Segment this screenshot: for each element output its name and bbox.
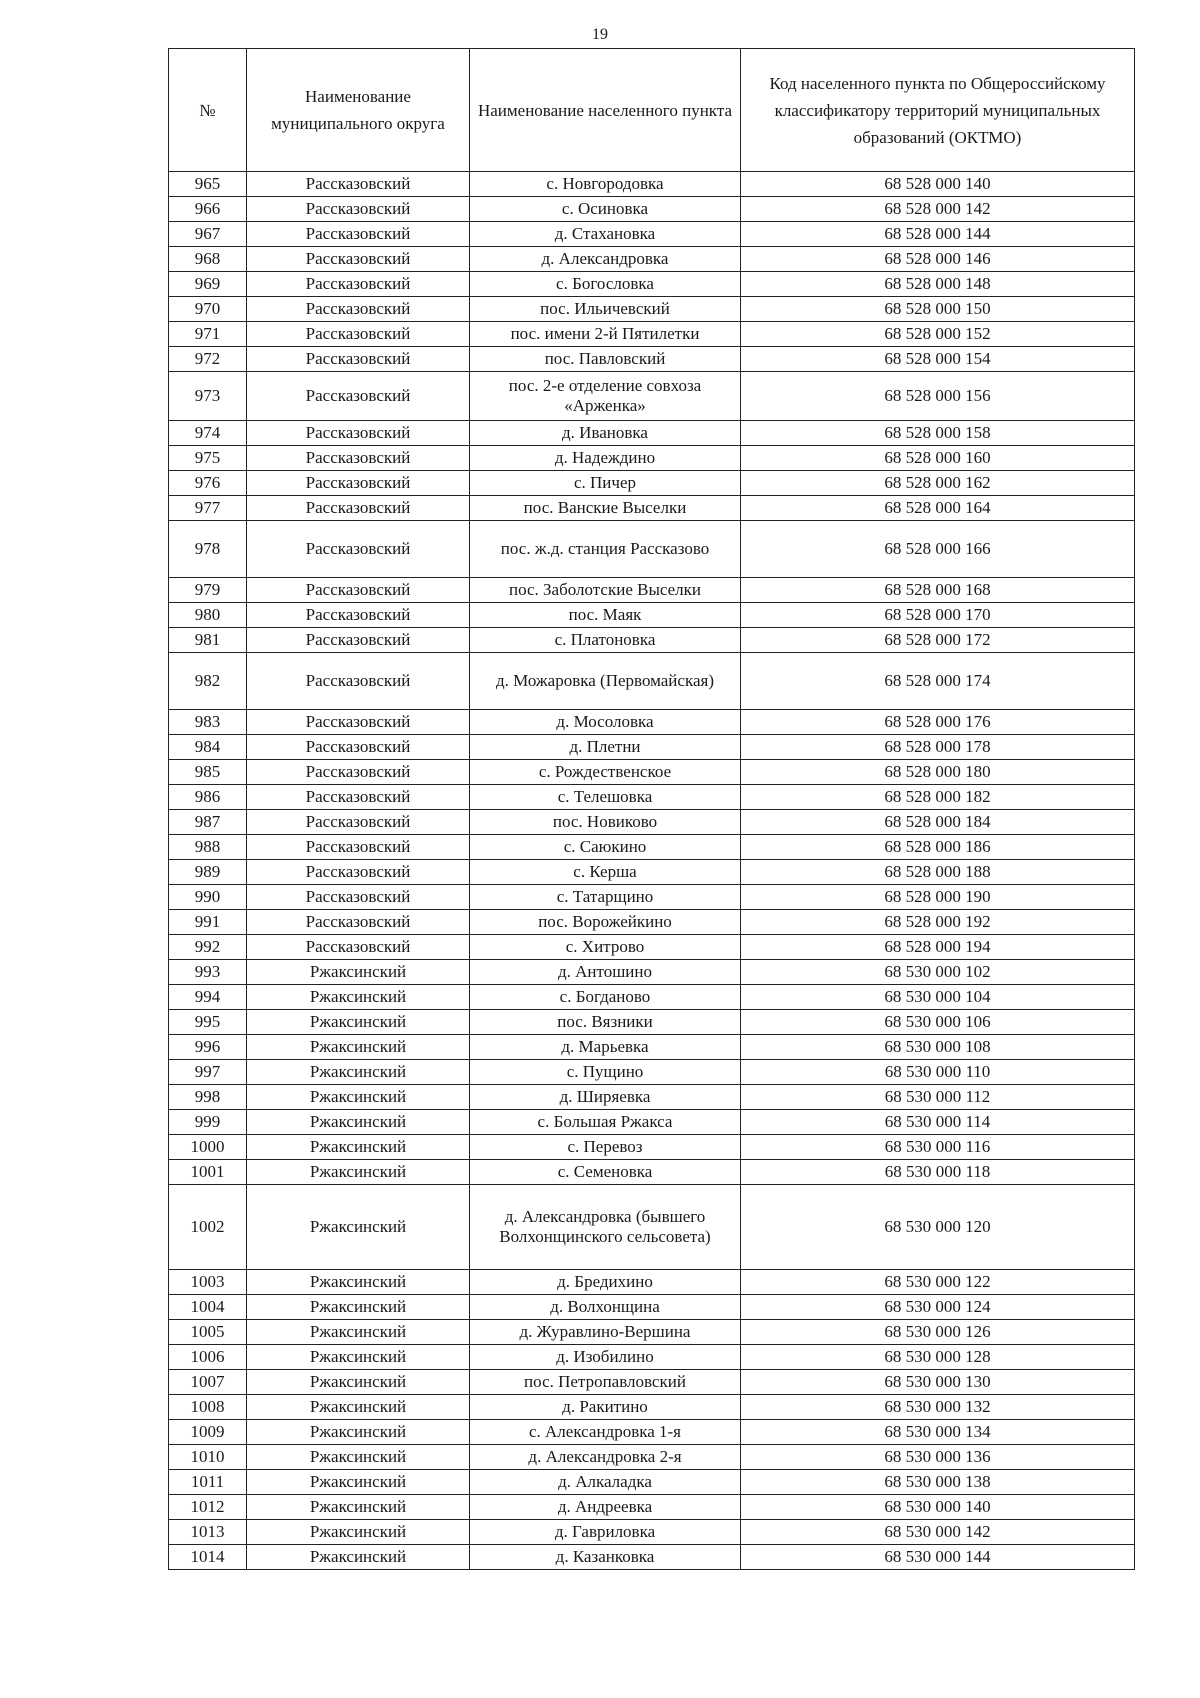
district-name: Рассказовский: [247, 885, 470, 910]
row-number: 970: [169, 297, 247, 322]
table-row: [169, 247, 1135, 272]
row-number: 965: [169, 172, 247, 197]
row-number: 1014: [169, 1545, 247, 1570]
district-name: Ржаксинский: [247, 1295, 470, 1320]
table-row: [169, 347, 1135, 372]
oktmo-code: 68 528 000 168: [741, 578, 1135, 603]
oktmo-code: 68 530 000 124: [741, 1295, 1135, 1320]
table-row: [169, 835, 1135, 860]
settlements-table: [168, 48, 1135, 1570]
table-body: [169, 172, 1135, 1570]
row-number: 981: [169, 628, 247, 653]
district-name: Рассказовский: [247, 421, 470, 446]
oktmo-code: 68 530 000 108: [741, 1035, 1135, 1060]
oktmo-code: 68 530 000 130: [741, 1370, 1135, 1395]
oktmo-code: 68 530 000 144: [741, 1545, 1135, 1570]
settlement-name: с. Телешовка: [470, 785, 741, 810]
table-row: [169, 885, 1135, 910]
settlement-name: д. Александровка: [470, 247, 741, 272]
table-row: [169, 735, 1135, 760]
district-name: Рассказовский: [247, 446, 470, 471]
table-row: [169, 935, 1135, 960]
settlement-name: д. Бредихино: [470, 1270, 741, 1295]
row-number: 998: [169, 1085, 247, 1110]
district-name: Ржаксинский: [247, 1035, 470, 1060]
table-row: [169, 785, 1135, 810]
settlement-name: д. Андреевка: [470, 1495, 741, 1520]
oktmo-code: 68 528 000 172: [741, 628, 1135, 653]
table-row: [169, 1135, 1135, 1160]
row-number: 1008: [169, 1395, 247, 1420]
row-number: 1003: [169, 1270, 247, 1295]
row-number: 984: [169, 735, 247, 760]
settlement-name: д. Журавлино-Вершина: [470, 1320, 741, 1345]
oktmo-code: 68 528 000 182: [741, 785, 1135, 810]
settlement-name: д. Александровка 2-я: [470, 1445, 741, 1470]
table-row: [169, 1495, 1135, 1520]
settlement-name: с. Рождественское: [470, 760, 741, 785]
row-number: 974: [169, 421, 247, 446]
settlement-name: д. Мосоловка: [470, 710, 741, 735]
settlement-name: с. Перевоз: [470, 1135, 741, 1160]
settlement-name: д. Волхонщина: [470, 1295, 741, 1320]
row-number: 1006: [169, 1345, 247, 1370]
table-row: [169, 603, 1135, 628]
oktmo-code: 68 528 000 148: [741, 272, 1135, 297]
table-header-row: [169, 49, 1135, 172]
table-row: [169, 1085, 1135, 1110]
row-number: 987: [169, 810, 247, 835]
table-row: [169, 710, 1135, 735]
oktmo-code: 68 528 000 178: [741, 735, 1135, 760]
row-number: 986: [169, 785, 247, 810]
table-row: [169, 272, 1135, 297]
district-name: Рассказовский: [247, 372, 470, 421]
table-row: [169, 1545, 1135, 1570]
district-name: Рассказовский: [247, 578, 470, 603]
oktmo-code: 68 530 000 140: [741, 1495, 1135, 1520]
settlement-name: д. Гавриловка: [470, 1520, 741, 1545]
settlement-name: д. Ивановка: [470, 421, 741, 446]
table-row: [169, 860, 1135, 885]
oktmo-code: 68 530 000 104: [741, 985, 1135, 1010]
row-number: 971: [169, 322, 247, 347]
row-number: 991: [169, 910, 247, 935]
settlement-name: д. Казанковка: [470, 1545, 741, 1570]
settlement-name: пос. 2-е отделение совхоза «Арженка»: [470, 372, 741, 421]
district-name: Рассказовский: [247, 710, 470, 735]
row-number: 1005: [169, 1320, 247, 1345]
table-row: [169, 985, 1135, 1010]
row-number: 979: [169, 578, 247, 603]
settlement-name: с. Семеновка: [470, 1160, 741, 1185]
table-row: [169, 496, 1135, 521]
district-name: Ржаксинский: [247, 1345, 470, 1370]
oktmo-code: 68 528 000 156: [741, 372, 1135, 421]
oktmo-code: 68 530 000 134: [741, 1420, 1135, 1445]
oktmo-code: 68 530 000 116: [741, 1135, 1135, 1160]
settlement-name: пос. Ильичевский: [470, 297, 741, 322]
settlement-name: пос. Заболотские Выселки: [470, 578, 741, 603]
district-name: Ржаксинский: [247, 1135, 470, 1160]
district-name: Рассказовский: [247, 172, 470, 197]
settlement-name: пос. Маяк: [470, 603, 741, 628]
district-name: Рассказовский: [247, 935, 470, 960]
oktmo-code: 68 528 000 170: [741, 603, 1135, 628]
district-name: Рассказовский: [247, 860, 470, 885]
district-name: Рассказовский: [247, 222, 470, 247]
oktmo-code: 68 528 000 144: [741, 222, 1135, 247]
header-settlement: Наименование населенного пункта: [470, 49, 741, 172]
table-row: [169, 1520, 1135, 1545]
settlement-name: д. Ракитино: [470, 1395, 741, 1420]
district-name: Ржаксинский: [247, 1160, 470, 1185]
district-name: Рассказовский: [247, 653, 470, 710]
table-row: [169, 1160, 1135, 1185]
district-name: Рассказовский: [247, 471, 470, 496]
settlement-name: д. Стахановка: [470, 222, 741, 247]
settlement-name: с. Богданово: [470, 985, 741, 1010]
district-name: Ржаксинский: [247, 1445, 470, 1470]
district-name: Рассказовский: [247, 347, 470, 372]
table-row: [169, 960, 1135, 985]
table-row: [169, 1060, 1135, 1085]
table-row: [169, 1345, 1135, 1370]
row-number: 1010: [169, 1445, 247, 1470]
oktmo-code: 68 528 000 152: [741, 322, 1135, 347]
district-name: Рассказовский: [247, 297, 470, 322]
oktmo-code: 68 528 000 184: [741, 810, 1135, 835]
oktmo-code: 68 528 000 158: [741, 421, 1135, 446]
district-name: Ржаксинский: [247, 1370, 470, 1395]
table-row: [169, 628, 1135, 653]
table-row: [169, 322, 1135, 347]
table-row: [169, 1420, 1135, 1445]
oktmo-code: 68 528 000 188: [741, 860, 1135, 885]
oktmo-code: 68 530 000 142: [741, 1520, 1135, 1545]
district-name: Ржаксинский: [247, 1185, 470, 1270]
settlement-name: с. Пичер: [470, 471, 741, 496]
settlement-name: пос. Вязники: [470, 1010, 741, 1035]
table-row: [169, 372, 1135, 421]
oktmo-code: 68 528 000 176: [741, 710, 1135, 735]
table-row: [169, 1295, 1135, 1320]
settlement-name: пос. ж.д. станция Рассказово: [470, 521, 741, 578]
oktmo-code: 68 530 000 132: [741, 1395, 1135, 1420]
table-row: [169, 471, 1135, 496]
district-name: Ржаксинский: [247, 1470, 470, 1495]
table-row: [169, 521, 1135, 578]
oktmo-code: 68 530 000 120: [741, 1185, 1135, 1270]
settlement-name: д. Плетни: [470, 735, 741, 760]
table-row: [169, 446, 1135, 471]
oktmo-code: 68 528 000 160: [741, 446, 1135, 471]
district-name: Рассказовский: [247, 496, 470, 521]
oktmo-code: 68 530 000 128: [741, 1345, 1135, 1370]
row-number: 977: [169, 496, 247, 521]
settlement-name: с. Александровка 1-я: [470, 1420, 741, 1445]
row-number: 980: [169, 603, 247, 628]
row-number: 990: [169, 885, 247, 910]
district-name: Рассказовский: [247, 197, 470, 222]
settlement-name: с. Татарщино: [470, 885, 741, 910]
district-name: Рассказовский: [247, 603, 470, 628]
row-number: 1007: [169, 1370, 247, 1395]
row-number: 975: [169, 446, 247, 471]
settlement-name: пос. Новиково: [470, 810, 741, 835]
district-name: Ржаксинский: [247, 1320, 470, 1345]
oktmo-code: 68 530 000 126: [741, 1320, 1135, 1345]
row-number: 996: [169, 1035, 247, 1060]
header-number: №: [169, 49, 247, 172]
row-number: 1000: [169, 1135, 247, 1160]
district-name: Ржаксинский: [247, 1545, 470, 1570]
settlement-name: с. Большая Ржакса: [470, 1110, 741, 1135]
settlement-name: с. Платоновка: [470, 628, 741, 653]
oktmo-code: 68 530 000 102: [741, 960, 1135, 985]
row-number: 976: [169, 471, 247, 496]
oktmo-code: 68 530 000 136: [741, 1445, 1135, 1470]
row-number: 969: [169, 272, 247, 297]
table-row: [169, 910, 1135, 935]
settlement-name: с. Пущино: [470, 1060, 741, 1085]
table-row: [169, 1270, 1135, 1295]
oktmo-code: 68 528 000 174: [741, 653, 1135, 710]
row-number: 978: [169, 521, 247, 578]
oktmo-code: 68 530 000 106: [741, 1010, 1135, 1035]
table-row: [169, 1110, 1135, 1135]
table-row: [169, 653, 1135, 710]
oktmo-code: 68 530 000 112: [741, 1085, 1135, 1110]
district-name: Рассказовский: [247, 835, 470, 860]
page-number: 19: [592, 26, 608, 43]
row-number: 1002: [169, 1185, 247, 1270]
district-name: Рассказовский: [247, 785, 470, 810]
oktmo-code: 68 528 000 150: [741, 297, 1135, 322]
oktmo-code: 68 528 000 166: [741, 521, 1135, 578]
district-name: Ржаксинский: [247, 1085, 470, 1110]
table-row: [169, 1445, 1135, 1470]
district-name: Ржаксинский: [247, 1495, 470, 1520]
table-row: [169, 1185, 1135, 1270]
district-name: Рассказовский: [247, 735, 470, 760]
table-row: [169, 297, 1135, 322]
table-row: [169, 172, 1135, 197]
row-number: 1001: [169, 1160, 247, 1185]
row-number: 999: [169, 1110, 247, 1135]
table-row: [169, 810, 1135, 835]
row-number: 1009: [169, 1420, 247, 1445]
settlement-name: д. Ширяевка: [470, 1085, 741, 1110]
district-name: Рассказовский: [247, 247, 470, 272]
oktmo-code: 68 528 000 190: [741, 885, 1135, 910]
table-row: [169, 578, 1135, 603]
oktmo-code: 68 528 000 164: [741, 496, 1135, 521]
district-name: Рассказовский: [247, 910, 470, 935]
row-number: 1013: [169, 1520, 247, 1545]
settlement-name: д. Изобилино: [470, 1345, 741, 1370]
settlement-name: с. Новгородовка: [470, 172, 741, 197]
row-number: 972: [169, 347, 247, 372]
district-name: Рассказовский: [247, 322, 470, 347]
row-number: 988: [169, 835, 247, 860]
oktmo-code: 68 528 000 154: [741, 347, 1135, 372]
settlement-name: пос. Петропавловский: [470, 1370, 741, 1395]
settlement-name: пос. Ванские Выселки: [470, 496, 741, 521]
settlement-name: с. Богословка: [470, 272, 741, 297]
settlement-name: д. Александровка (бывшего Волхонщинского сельсовета): [470, 1185, 741, 1270]
row-number: 995: [169, 1010, 247, 1035]
settlement-name: с. Хитрово: [470, 935, 741, 960]
table-row: [169, 421, 1135, 446]
row-number: 997: [169, 1060, 247, 1085]
district-name: Ржаксинский: [247, 1010, 470, 1035]
settlement-name: с. Саюкино: [470, 835, 741, 860]
header-oktmo-code: Код населенного пункта по Общероссийскому классификатору территорий муниципальных образований (ОКТМО): [741, 49, 1135, 172]
table-row: [169, 222, 1135, 247]
table-row: [169, 1320, 1135, 1345]
table-row: [169, 760, 1135, 785]
district-name: Рассказовский: [247, 810, 470, 835]
oktmo-code: 68 528 000 142: [741, 197, 1135, 222]
row-number: 966: [169, 197, 247, 222]
oktmo-code: 68 530 000 138: [741, 1470, 1135, 1495]
district-name: Ржаксинский: [247, 1060, 470, 1085]
settlement-name: д. Алкаладка: [470, 1470, 741, 1495]
oktmo-code: 68 528 000 140: [741, 172, 1135, 197]
row-number: 1004: [169, 1295, 247, 1320]
district-name: Рассказовский: [247, 521, 470, 578]
settlement-name: пос. Павловский: [470, 347, 741, 372]
row-number: 973: [169, 372, 247, 421]
row-number: 985: [169, 760, 247, 785]
table-row: [169, 1470, 1135, 1495]
settlement-name: с. Осиновка: [470, 197, 741, 222]
district-name: Ржаксинский: [247, 985, 470, 1010]
table-row: [169, 1370, 1135, 1395]
row-number: 983: [169, 710, 247, 735]
table-row: [169, 1395, 1135, 1420]
district-name: Рассказовский: [247, 272, 470, 297]
settlement-name: пос. Ворожейкино: [470, 910, 741, 935]
settlement-name: д. Антошино: [470, 960, 741, 985]
table-row: [169, 1010, 1135, 1035]
oktmo-code: 68 528 000 162: [741, 471, 1135, 496]
district-name: Ржаксинский: [247, 1420, 470, 1445]
district-name: Ржаксинский: [247, 960, 470, 985]
oktmo-code: 68 528 000 180: [741, 760, 1135, 785]
row-number: 989: [169, 860, 247, 885]
settlement-name: пос. имени 2-й Пятилетки: [470, 322, 741, 347]
oktmo-code: 68 528 000 146: [741, 247, 1135, 272]
settlement-name: с. Керша: [470, 860, 741, 885]
settlement-name: д. Можаровка (Первомайская): [470, 653, 741, 710]
row-number: 993: [169, 960, 247, 985]
oktmo-code: 68 528 000 186: [741, 835, 1135, 860]
row-number: 994: [169, 985, 247, 1010]
row-number: 967: [169, 222, 247, 247]
row-number: 982: [169, 653, 247, 710]
row-number: 1012: [169, 1495, 247, 1520]
district-name: Рассказовский: [247, 628, 470, 653]
header-district: Наименование муниципального округа: [247, 49, 470, 172]
settlement-name: д. Марьевка: [470, 1035, 741, 1060]
district-name: Ржаксинский: [247, 1520, 470, 1545]
district-name: Ржаксинский: [247, 1270, 470, 1295]
row-number: 992: [169, 935, 247, 960]
row-number: 968: [169, 247, 247, 272]
oktmo-code: 68 530 000 114: [741, 1110, 1135, 1135]
table-row: [169, 1035, 1135, 1060]
table-row: [169, 197, 1135, 222]
row-number: 1011: [169, 1470, 247, 1495]
oktmo-code: 68 528 000 194: [741, 935, 1135, 960]
district-name: Ржаксинский: [247, 1110, 470, 1135]
settlement-name: д. Надеждино: [470, 446, 741, 471]
oktmo-code: 68 530 000 122: [741, 1270, 1135, 1295]
district-name: Рассказовский: [247, 760, 470, 785]
oktmo-code: 68 528 000 192: [741, 910, 1135, 935]
district-name: Ржаксинский: [247, 1395, 470, 1420]
oktmo-code: 68 530 000 110: [741, 1060, 1135, 1085]
oktmo-code: 68 530 000 118: [741, 1160, 1135, 1185]
